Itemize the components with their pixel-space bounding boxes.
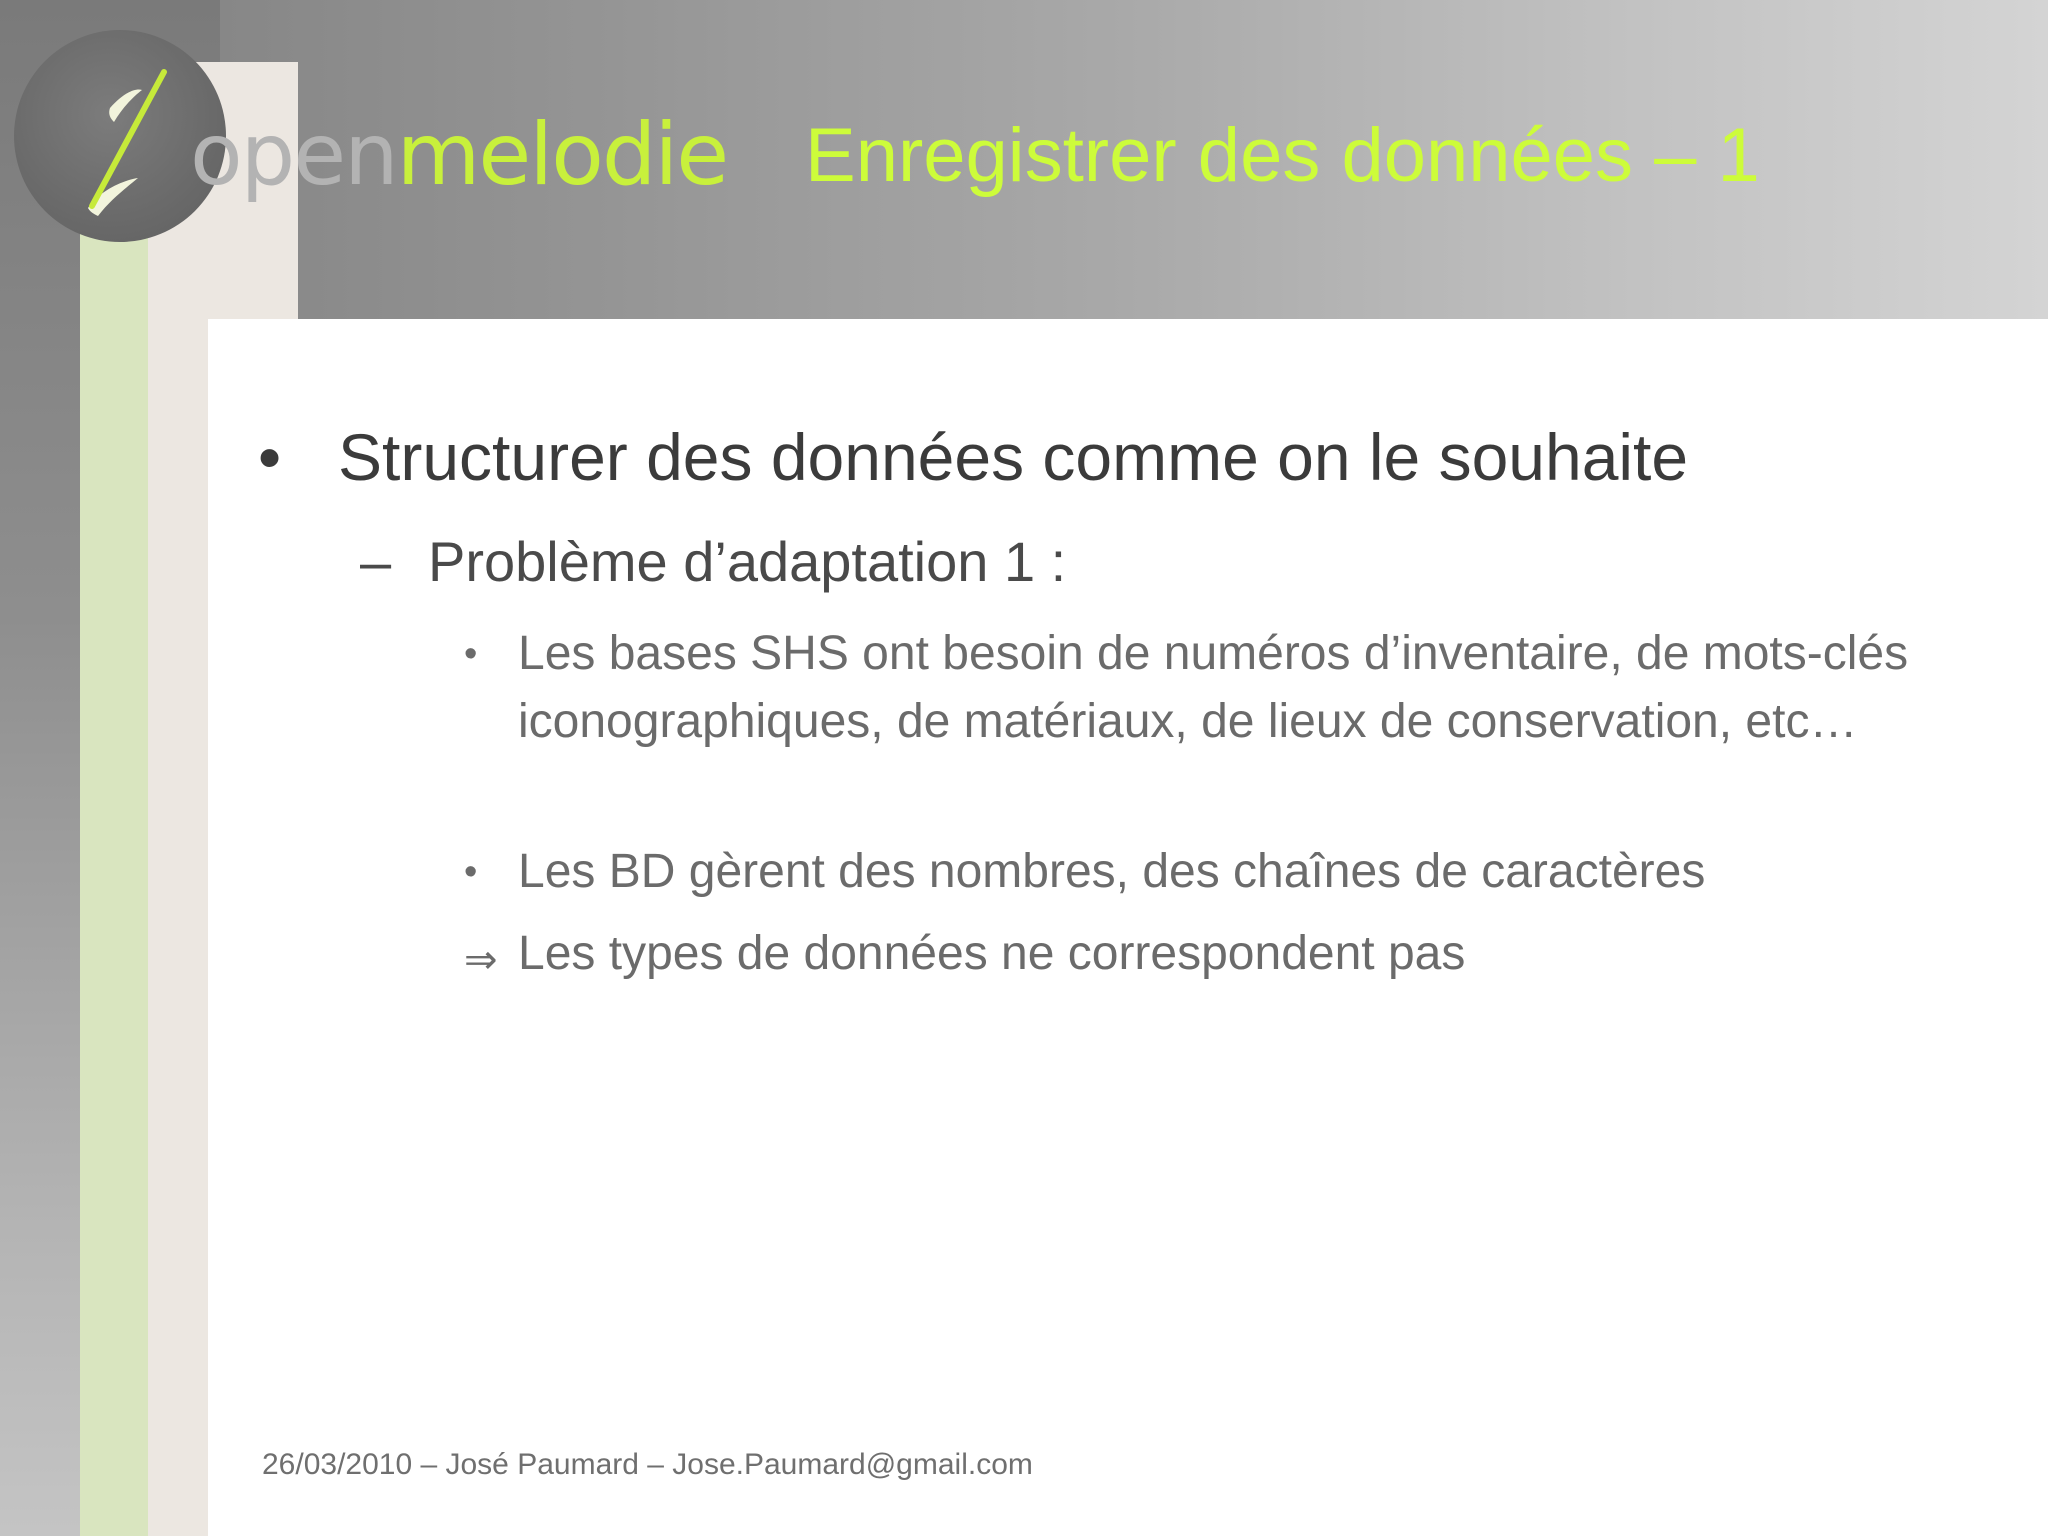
bullet-level-3-text: Les BD gèrent des nombres, des chaînes de caractères	[518, 845, 1706, 898]
implies-arrow-icon: ⇒	[464, 938, 498, 982]
bullet-level-2-text: Problème d’adaptation 1 :	[428, 530, 1067, 593]
bullet-level-3-text: Les bases SHS ont besoin de numéros d’inventaire, de mots-clés iconographiques, de matériaux, de lieux de conservation, etc…	[518, 627, 1909, 748]
logo-wordmark-open: open	[190, 105, 397, 205]
bullet-dot-icon: •	[464, 851, 478, 893]
logo-wordmark-melodie: melodie	[396, 105, 728, 205]
bullet-dot-icon: •	[258, 420, 282, 494]
bullet-level-3	[464, 620, 1924, 756]
bullet-level-3	[464, 920, 1924, 988]
bullet-level-3-text: Les types de données ne correspondent pas	[518, 927, 1466, 980]
bullet-dash-icon: –	[360, 530, 392, 593]
bullet-level-3	[464, 838, 1924, 906]
slide-title: Enregistrer des données – 1	[805, 113, 1760, 198]
bullet-level-1-text: Structurer des données comme on le souhaite	[338, 420, 1689, 494]
bullet-dot-icon: •	[464, 633, 478, 675]
slide-footer: 26/03/2010 – José Paumard – Jose.Paumard@gmail.com	[262, 1448, 1033, 1481]
